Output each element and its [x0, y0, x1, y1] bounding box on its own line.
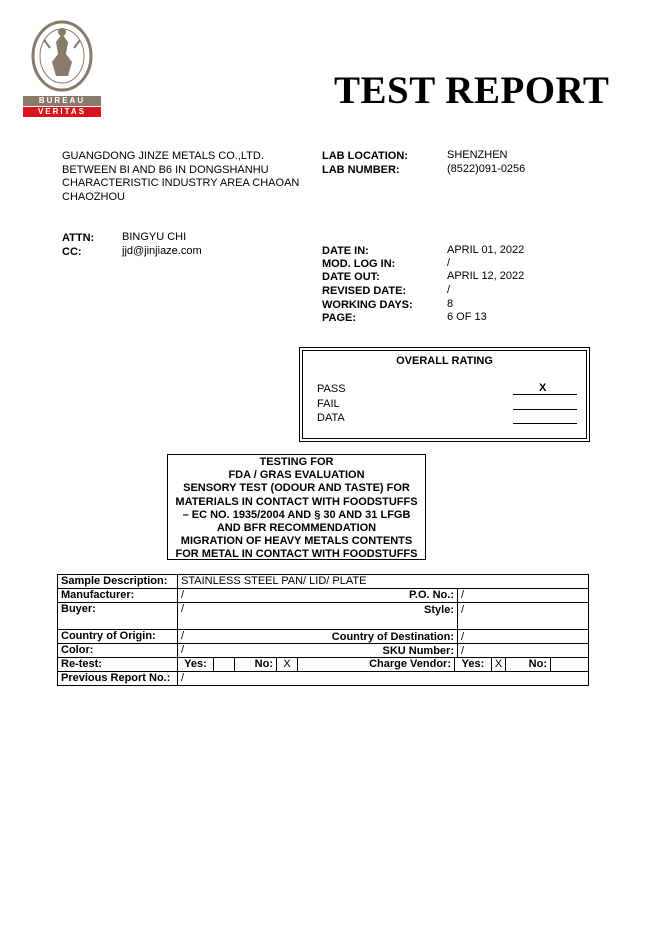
table-row: [58, 644, 589, 658]
date-in-label: DATE IN:: [322, 245, 369, 257]
address-line: GUANGDONG JINZE METALS CO.,LTD.: [62, 150, 264, 162]
rating-underline: [513, 394, 577, 395]
sku-label: SKU Number:: [382, 645, 454, 657]
page-title: TEST REPORT: [334, 69, 610, 112]
previous-report-value: /: [178, 672, 589, 686]
date-out-label: DATE OUT:: [322, 271, 380, 283]
bureau-veritas-logo: [22, 18, 102, 118]
table-row: [58, 575, 589, 589]
date-in-value: APRIL 01, 2022: [447, 244, 525, 256]
seal-icon: [22, 18, 102, 96]
retest-label: Re-test:: [58, 658, 178, 672]
testing-line: AND BFR RECOMMENDATION: [216, 522, 377, 535]
charge-no-box[interactable]: [551, 658, 589, 672]
attn-label: ATTN:: [62, 232, 95, 244]
color-label: Color:: [58, 644, 178, 658]
logo-bureau-bar: BUREAU: [23, 96, 101, 106]
overall-rating-box: [302, 350, 587, 439]
previous-report-label: Previous Report No.:: [58, 672, 178, 686]
cc-value: jjd@jinjiaze.com: [122, 245, 202, 257]
mod-log-in-value: /: [447, 257, 451, 269]
address-line: BETWEEN BI AND B6 IN DONGSHANHU: [62, 163, 269, 176]
testing-line: MIGRATION OF HEAVY METALS CONTENTS: [180, 535, 413, 548]
charge-yes-box[interactable]: X: [492, 658, 506, 672]
po-value: /: [461, 589, 465, 601]
table-row: [58, 589, 589, 603]
style-label: Style:: [424, 604, 454, 616]
working-days-label: WORKING DAYS:: [322, 299, 413, 311]
retest-yes-box[interactable]: [214, 658, 235, 672]
table-row: [58, 658, 589, 672]
address-line: CHARACTERISTIC INDUSTRY AREA CHAOAN: [62, 177, 300, 190]
testing-line: FDA / GRAS EVALUATION: [228, 469, 365, 482]
origin-label: Country of Origin:: [58, 630, 178, 644]
charge-no-label: No:: [506, 658, 551, 672]
sample-description-label: Sample Description:: [58, 575, 178, 589]
divider: [457, 644, 458, 658]
rating-underline: [513, 409, 577, 410]
retest-yes-label: Yes:: [178, 658, 214, 672]
revised-date-value: /: [447, 284, 451, 296]
po-cell: [455, 589, 589, 603]
destination-value: /: [461, 631, 465, 643]
logo-veritas-bar: VERITAS: [23, 107, 101, 117]
retest-no-box[interactable]: X: [277, 658, 298, 672]
buyer-label: Buyer:: [58, 603, 178, 630]
table-row: [58, 603, 589, 630]
rating-label: DATA: [317, 412, 345, 424]
destination-cell: [455, 630, 589, 644]
working-days-value: 8: [447, 298, 454, 310]
revised-date-label: REVISED DATE:: [322, 285, 407, 297]
divider: [457, 588, 458, 603]
cc-label: CC:: [62, 246, 82, 258]
rating-underline: [513, 423, 577, 424]
lab-location-label: LAB LOCATION:: [322, 150, 408, 162]
sku-value: /: [461, 645, 465, 657]
origin-value: /: [178, 630, 455, 644]
table-row: [58, 672, 589, 686]
testing-line: TESTING FOR: [259, 456, 334, 468]
retest-no-label: No:: [235, 658, 277, 672]
sample-info-table: [57, 574, 589, 686]
sample-description-value: STAINLESS STEEL PAN/ LID/ PLATE: [178, 575, 589, 589]
testing-line: MATERIALS IN CONTACT WITH FOODSTUFFS: [175, 495, 418, 508]
testing-scope-box: [167, 454, 426, 560]
po-label: P.O. No.:: [408, 589, 454, 601]
charge-yes-label: Yes:: [455, 658, 492, 672]
testing-line: SENSORY TEST (ODOUR AND TASTE) FOR: [183, 482, 410, 495]
lab-number-label: LAB NUMBER:: [322, 164, 400, 176]
overall-rating-title: OVERALL RATING: [396, 355, 493, 367]
address-line: CHAOZHOU: [62, 190, 125, 203]
lab-location-value: SHENZHEN: [447, 149, 508, 161]
testing-line: – EC NO. 1935/2004 AND § 30 AND 31 LFGB: [182, 508, 411, 521]
charge-vendor-label: Charge Vendor:: [298, 658, 455, 672]
mod-log-in-label: MOD. LOG IN:: [322, 258, 396, 270]
page-label: PAGE:: [322, 312, 357, 324]
testing-line: FOR METAL IN CONTACT WITH FOODSTUFFS: [175, 548, 418, 561]
style-value: /: [461, 604, 465, 616]
color-value: /: [178, 644, 455, 658]
rating-row-data: [317, 412, 579, 425]
rating-label: FAIL: [317, 398, 340, 410]
buyer-value: /: [178, 603, 455, 630]
attn-value: BINGYU CHI: [122, 231, 187, 243]
destination-label: Country of Destination:: [331, 631, 454, 643]
manufacturer-value: /: [178, 589, 455, 603]
client-address: [62, 150, 299, 204]
divider: [457, 630, 458, 644]
divider: [457, 603, 458, 630]
rating-mark: X: [539, 382, 547, 394]
lab-number-value: (8522)091-0256: [447, 163, 526, 175]
style-cell: [455, 603, 589, 630]
rating-row-pass: [317, 383, 579, 396]
sku-cell: [455, 644, 589, 658]
page-value: 6 OF 13: [447, 311, 487, 323]
date-out-value: APRIL 12, 2022: [447, 270, 525, 282]
rating-row-fail: [317, 398, 579, 411]
rating-label: PASS: [317, 383, 346, 395]
manufacturer-label: Manufacturer:: [58, 589, 178, 603]
